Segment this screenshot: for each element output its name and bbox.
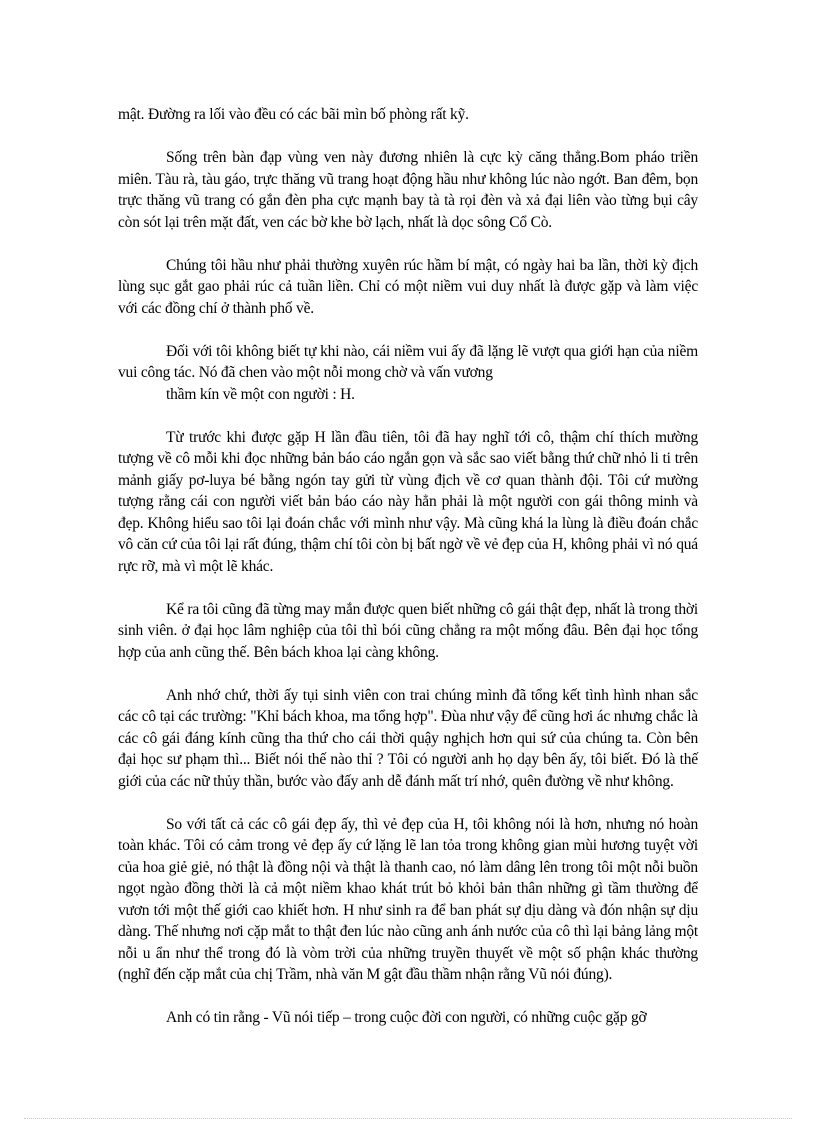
paragraph-6: Kể ra tôi cũng đã từng may mắn được quen biết những cô gái thật đẹp, nhất là trong thời sinh viên. ở đại học lâm nghiệp của tôi thì bói cũng chẳng ra một mống đâu. Bên đại học tổng hợp của anh cũng thế. Bên bách khoa lại càng không. — [118, 600, 698, 661]
paragraph-5: Từ trước khi được gặp H lần đầu tiên, tôi đã hay nghĩ tới cô, thậm chí thích mường tượng về cô mỗi khi đọc những bản báo cáo ngắn gọn và sắc sao viết bằng thứ chữ nhỏ li ti trên mảnh giấy pơ-luya bé bằng ngón tay gửi từ vùng địch về cơ quan thành đội. Tôi cứ mường tượng rằng cái con người viết bản báo cáo này hẳn phải là một người con gái thông minh và đẹp. Không hiểu sao tôi lại đoán chắc với mình như vậy. Mà cũng khá la lùng là điều đoán chắc vô căn cứ của tôi lại rất đúng, thậm chí tôi còn bị bất ngờ về vẻ đẹp của H, không phải vì nó quá rực rỡ, mà vì một lẽ khác. — [118, 428, 698, 575]
paragraph-9: Anh có tin rằng - Vũ nói tiếp – trong cuộc đời con người, có những cuộc gặp gỡ — [166, 1009, 647, 1026]
paragraph-2: Sống trên bàn đạp vùng ven này đương nhiên là cực kỳ căng thẳng.Bom pháo triền miên. Tàu rà, tàu gáo, trực thăng vũ trang hoạt động hầu như không lúc nào ngớt. Ban đêm, bọn trực thăng vũ trang có gắn đèn pha cực mạnh bay tà tà rọi đèn và xả đại liên vào từng bụi cây còn sót lại trên mặt đất, ven các bờ khe bờ lạch, nhất là dọc sông Cổ Cò. — [118, 149, 698, 231]
paragraph-1: mật. Đường ra lối vào đều có các bãi mìn bố phòng rất kỹ. — [118, 106, 469, 123]
paragraph-7: Anh nhớ chứ, thời ấy tụi sinh viên con trai chúng mình đã tổng kết tình hình nhan sắc các cô tại các trường: "Khỉ bách khoa, ma tổng hợp". Đùa như vậy để cũng hơi ác nhưng chắc là các cô gái đáng kính cũng tha thứ cho cái thời quậy nghịch hơn qui sứ của chúng ta. Còn bên đại học sư phạm thì... Biết nói thế nào thỉ ? Tôi có người anh họ dạy bên ấy, tôi biết. Đó là thế giới của các nữ thủy thần, bước vào đấy anh dễ đánh mất trí nhớ, quên đường về như không. — [118, 686, 698, 790]
document-page — [118, 104, 698, 1050]
paragraph-3: Chúng tôi hầu như phải thường xuyên rúc hầm bí mật, có ngày hai ba lần, thời kỳ địch lùng sục gắt gao phải rúc cả tuần liền. Chỉ có một niềm vui duy nhất là được gặp và làm việc với các đồng chí ở thành phố về. — [118, 256, 698, 317]
paragraph-4: Đối với tôi không biết tự khi nào, cái niềm vui ấy đã lặng lẽ vượt qua giới hạn của niềm vui công tác. Nó đã chen vào một nỗi mong chờ và vấn vương — [118, 342, 698, 381]
page-bottom-divider — [24, 1118, 792, 1119]
paragraph-8: So với tất cả các cô gái đẹp ấy, thì vẻ đẹp của H, tôi không nói là hơn, nhưng nó hoàn toàn khác. Tôi có cảm trong vẻ đẹp ấy cứ lặng lẽ lan tỏa trong không gian mùi hương tuyệt vời của hoa giẻ giẻ, nó thật là đồng nội và thật là thanh cao, nó làm dâng lên trong tôi một nỗi buồn ngọt ngào đồng thời là cả một niềm khao khát trút bỏ khỏi bản thân những gì tầm thường để vươn tới một thế giới cao khiết hơn. H như sinh ra để ban phát sự dịu dàng và đón nhận sự dịu dàng. Thế nhưng nơi cặp mắt to thật đen lúc nào cũng anh ánh nước của cô thì lại bảng lảng một nỗi u ẩn như thể trong đó là vòm trời của những truyền thuyết về một số phận khác thường (nghĩ đến cặp mắt của chị Trầm, nhà văn M gật đầu thầm nhận rằng Vũ nói đúng). — [118, 815, 698, 983]
paragraph-4-continuation: thầm kín về một con người : H. — [166, 385, 355, 403]
paragraph-4-group — [118, 341, 698, 406]
